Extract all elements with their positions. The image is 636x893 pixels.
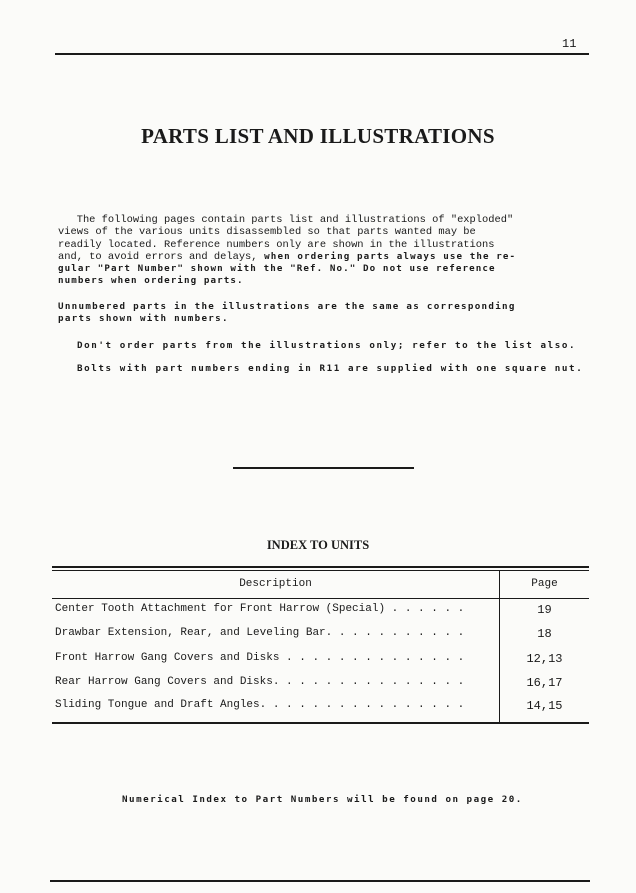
table-row-description: Front Harrow Gang Covers and Disks . . . . . . . . . . . . . . [55,652,465,664]
footer-rule [50,880,590,882]
ordering-note: Don't order parts from the illustrations only; refer to the list also. [77,340,577,351]
intro-line-end: when ordering parts always use the re- [257,250,517,262]
intro-line [58,251,588,263]
section-divider [233,467,414,469]
note-line: Unnumbered parts in the illustrations are the same as corresponding [58,301,516,312]
unnumbered-parts-note [58,301,588,325]
table-row-description: Rear Harrow Gang Covers and Disks. . . . . . . . . . . . . . . [55,676,465,688]
intro-line: readily located. Reference numbers only are shown in the illustrations [58,238,495,251]
table-row-description: Sliding Tongue and Draft Angles. . . . . . . . . . . . . . . . [55,699,465,711]
table-bottom-rule [52,722,589,724]
table-row-page: 14,15 [526,699,563,713]
table-top-rule [52,566,589,568]
column-header-page: Page [531,578,558,590]
column-header-description: Description [239,578,312,590]
bolts-note: Bolts with part numbers ending in R11 are supplied with one square nut. [77,363,584,374]
table-row-description: Drawbar Extension, Rear, and Leveling Bar. . . . . . . . . . . [55,627,465,639]
table-row-page: 16,17 [526,676,563,690]
intro-line: numbers when ordering parts. [58,275,244,287]
index-title: INDEX TO UNITS [266,538,370,552]
table-top-rule-inner [52,570,589,571]
note-line: parts shown with numbers. [58,313,229,324]
header-rule [55,53,589,55]
intro-line-start: and, to avoid errors and delays, [58,250,258,263]
table-row-page: 18 [537,627,552,641]
intro-line: gular "Part Number" shown with the "Ref. No." Do not use reference [58,263,496,275]
table-row-page: 19 [537,603,552,617]
intro-line: views of the various units disassembled so that parts wanted may be [58,226,476,239]
page-title: PARTS LIST AND ILLUSTRATIONS [141,124,495,148]
table-header-rule [52,598,589,599]
footer-note: Numerical Index to Part Numbers will be found on page 20. [122,794,523,805]
intro-line: The following pages contain parts list and illustrations of "exploded" [58,214,514,226]
table-row-description: Center Tooth Attachment for Front Harrow (Special) . . . . . . [55,603,465,615]
page-number: 11 [562,37,577,51]
table-row-page: 12,13 [526,652,563,666]
intro-paragraph [58,214,588,288]
